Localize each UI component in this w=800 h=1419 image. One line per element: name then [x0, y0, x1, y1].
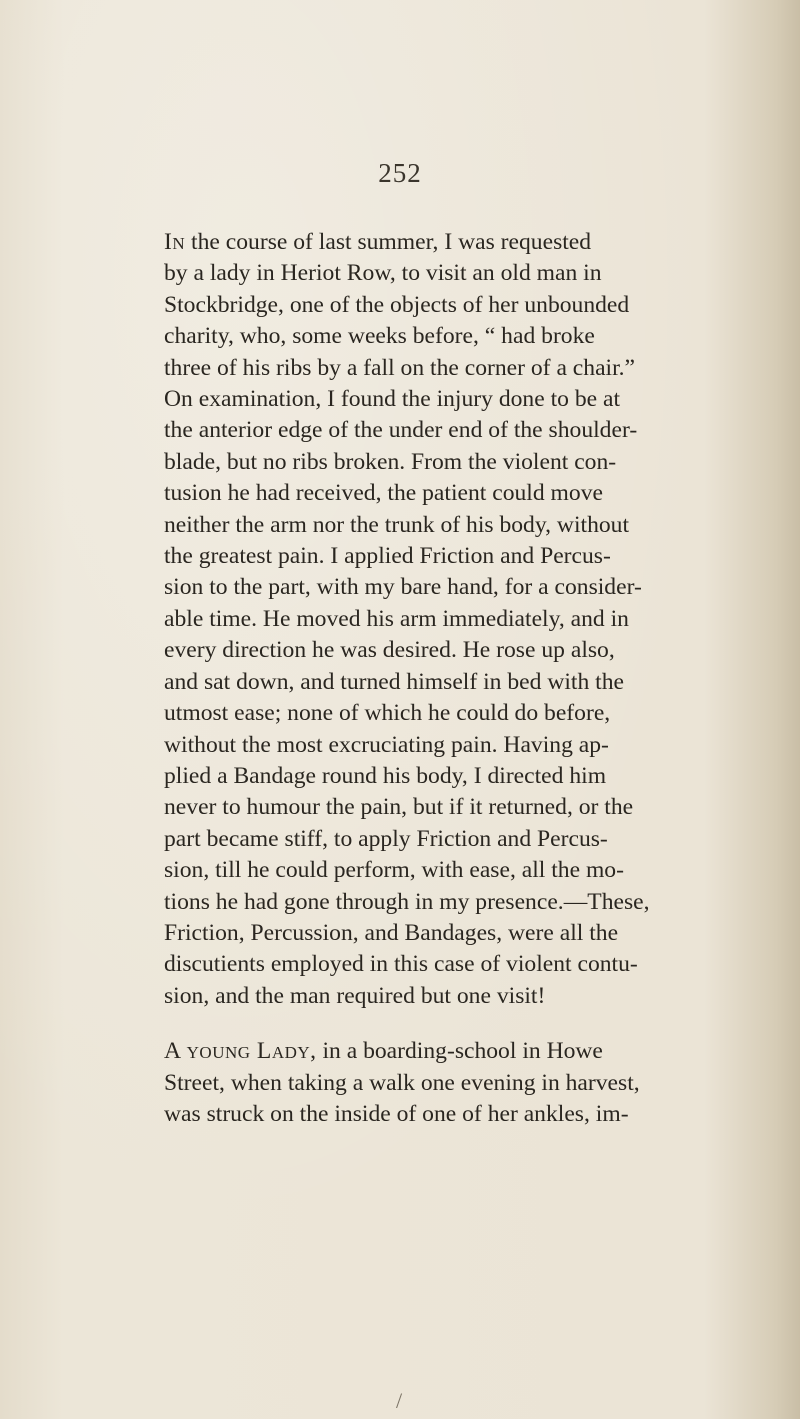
text-line: neither the arm nor the trunk of his body, without — [164, 511, 630, 538]
text-line: tusion he had received, the patient could move — [164, 480, 603, 507]
text-line: plied a Bandage round his body, I directed him — [164, 762, 607, 789]
paragraph-1 — [140, 227, 726, 1012]
text-line: three of his ribs by a fall on the corner of a chair.” — [164, 354, 636, 381]
text-line: tions he had gone through in my presence.—These, — [164, 888, 650, 915]
text-line: discutients employed in this case of violent contu- — [164, 951, 638, 978]
text-line: sion, and the man required but one visit! — [164, 982, 546, 1009]
text-line: every direction he was desired. He rose up also, — [164, 637, 615, 664]
paragraph-lead: In — [164, 229, 186, 255]
text-line: by a lady in Heriot Row, to visit an old man in — [164, 260, 602, 287]
text-line: A young Lady, in a boarding-school in Howe — [164, 1038, 603, 1065]
stray-pencil-mark: / — [396, 1388, 403, 1413]
text-line: was struck on the inside of one of her ankles, im- — [164, 1100, 629, 1127]
text-line: In the course of last summer, I was requested — [164, 229, 592, 255]
body-text — [140, 227, 726, 1130]
text-line: utmost ease; none of which he could do before, — [164, 700, 611, 727]
text-line: Street, when taking a walk one evening in harvest, — [164, 1069, 640, 1096]
text-line: Friction, Percussion, and Bandages, were all the — [164, 919, 619, 946]
text-line: able time. He moved his arm immediately, and in — [164, 605, 629, 632]
text-line: and sat down, and turned himself in bed with the — [164, 668, 624, 695]
text-line: sion, till he could perform, with ease, all the mo- — [164, 857, 624, 884]
text-line: part became stiff, to apply Friction and Percus- — [164, 825, 608, 852]
text-line: sion to the part, with my bare hand, for a consider- — [164, 574, 642, 601]
paragraph-2 — [140, 1036, 726, 1130]
text-line: On examination, I found the injury done to be at — [164, 386, 621, 413]
text-line: without the most excruciating pain. Having ap- — [164, 731, 609, 758]
text-line: the greatest pain. I applied Friction and Percus- — [164, 543, 611, 570]
text-line: Stockbridge, one of the objects of her unbounded — [164, 291, 630, 318]
text-line: the anterior edge of the under end of the shoulder- — [164, 417, 638, 444]
text-line: charity, who, some weeks before, “ had broke — [164, 323, 595, 350]
page-number: 252 — [378, 158, 422, 188]
paragraph-lead: A young Lady, — [164, 1038, 317, 1065]
text-line: never to humour the pain, but if it returned, or the — [164, 794, 634, 821]
text-line: blade, but no ribs broken. From the violent con- — [164, 448, 617, 475]
